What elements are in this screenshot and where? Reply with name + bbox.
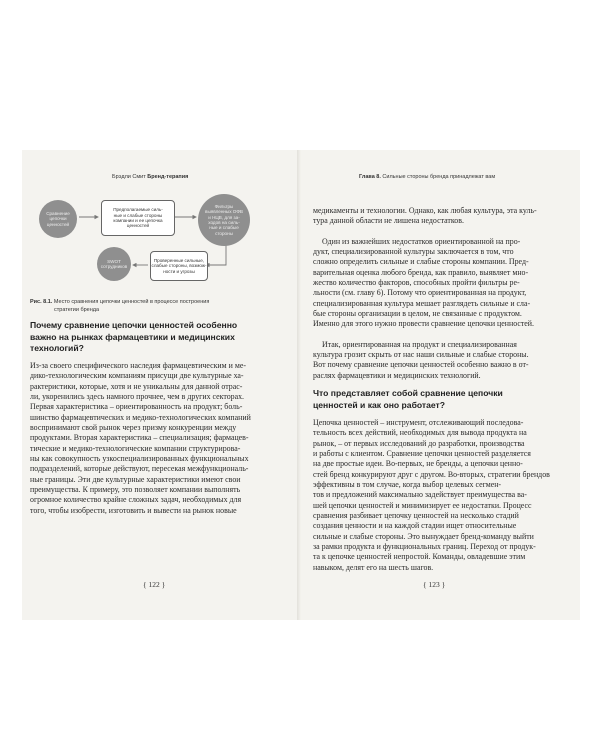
node-filters: Фильтры выявленных ОФВ и НЦВ, для за- ходов на силь- ные и слабые стороны [198,194,250,246]
running-head-chapter-title: Сильные стороны бренда принадлежат вам [382,174,496,180]
node-verified-strengths: Проверенные сильные, слабые стороны, возмож- ности и угрозы [150,251,208,281]
right-running-head [359,174,495,180]
left-section-heading: Почему сравнение цепочки ценностей особенно важно на рынках фармацевтики и медицинских технологий? [30,320,238,354]
right-page [301,150,580,620]
right-body-text-bottom: Цепочка ценностей – инструмент, отслеживающий последова- тельность всех действий, необходимых для вывода продукта на рынок, – от первых исследований до разработки, производства и работы с клиентом. Сравнение цепочки ценностей разделяется на две простые идеи. Во-первых, не бренды, а цепочки ценно- стей бренд конкурируют друг с другом. Во-вторых, стратегии брендов эффективны в том случае, когда выбор целевых сегмен- тов и предложений максимально задействует преимущества ва- шей цепочки ценностей и минимизирует ее недостатки. Процесс сравнения разбивает цепочку ценностей на несколько стадий создания ценности и на каждой стадии ищет относительные сильные и слабые стороны. Это вынуждает бренд-команду выйти за рамки продукта и функциональных границ. Переход от продук- та к цепочке ценностей непростой. Команды, овладевшие этим навыком, делят его на шесть шагов. [313,418,550,572]
node-swot: SWOT сотрудников [97,247,131,281]
figure-caption: Рис. 8.1. Место сравнения цепочки ценностей в процессе построения стратегии бренда [30,299,210,314]
running-head-author: Брэдли Смит [112,174,146,180]
running-head-book-title: Бренд-терапия [147,174,189,180]
right-section-heading: Что представляет собой сравнение цепочки ценностей и как оно работает? [313,388,503,410]
node-value-chain-comparison: Сравнение цепочки ценностей [39,200,77,238]
right-page-number: { 123 } [423,580,446,589]
figure-label: Рис. 8.1. [30,299,53,305]
node-presumed-strengths: Предполагаемые силь- ные и слабые стороны компании и ее цепочка ценностей [101,200,175,236]
right-body-text-top: медикаменты и технологии. Однако, как любая культура, эта куль- тура данной области не лишена недостатков. Один из важнейших недостатков ориентированной на про- дукт, специализированной культуры заключается в том, что сложно определить сильные и слабые стороны компании. Пред- варительная оценка любого бренда, как правило, выявляет мно- жество количество факторов, способных пройти фильтры ре- льности (см. главу 6). Потому что ориентированная на продукт, специализированная культура мешает разглядеть сильные и сла- бые стороны организации в целом, не связанные с продуктом. Именно для этого нужно провести сравнение цепочки ценностей. Итак, ориентированная на продукт и специализированная культура грозит скрыть от нас наши сильные и слабые стороны. Вот почему сравнение цепочки ценностей особенно важно в от- раслях фармацевтики и медицинских технологий. [313,206,537,380]
left-page [22,150,297,620]
left-body-text: Из-за своего специфического наследия фармацевтическим и ме- дико-технологическим компаниям присущи две культурные ха- рактеристики, которые, хотя и не уникальны для данной отрас- ли, укоренились здесь намного прочнее, чем в других секторах. Первая характеристика – ориентированность на продукт; боль- шинство фармацевтических и медико-технологических компаний воспринимают свой рынок через призму конкуренции между продуктами. Вторая характеристика – специализация; фармацев- тические и медико-технологические компании структурирова- ны как совокупность узкоспециализированных функциональных подразделений, которые действуют, пересекая межфункциональ- ные границы. Эти две культурные характеристики имеют свои преимущества. К примеру, это позволяет компании выполнять огромное количество крайне сложных задач, необходимых для того, чтобы изобрести, изготовить и вывести на рынок новые [30,361,251,515]
arrow-3 [206,245,226,265]
running-head-chapter: Глава 8. [359,174,381,180]
left-page-number: { 122 } [143,580,166,589]
